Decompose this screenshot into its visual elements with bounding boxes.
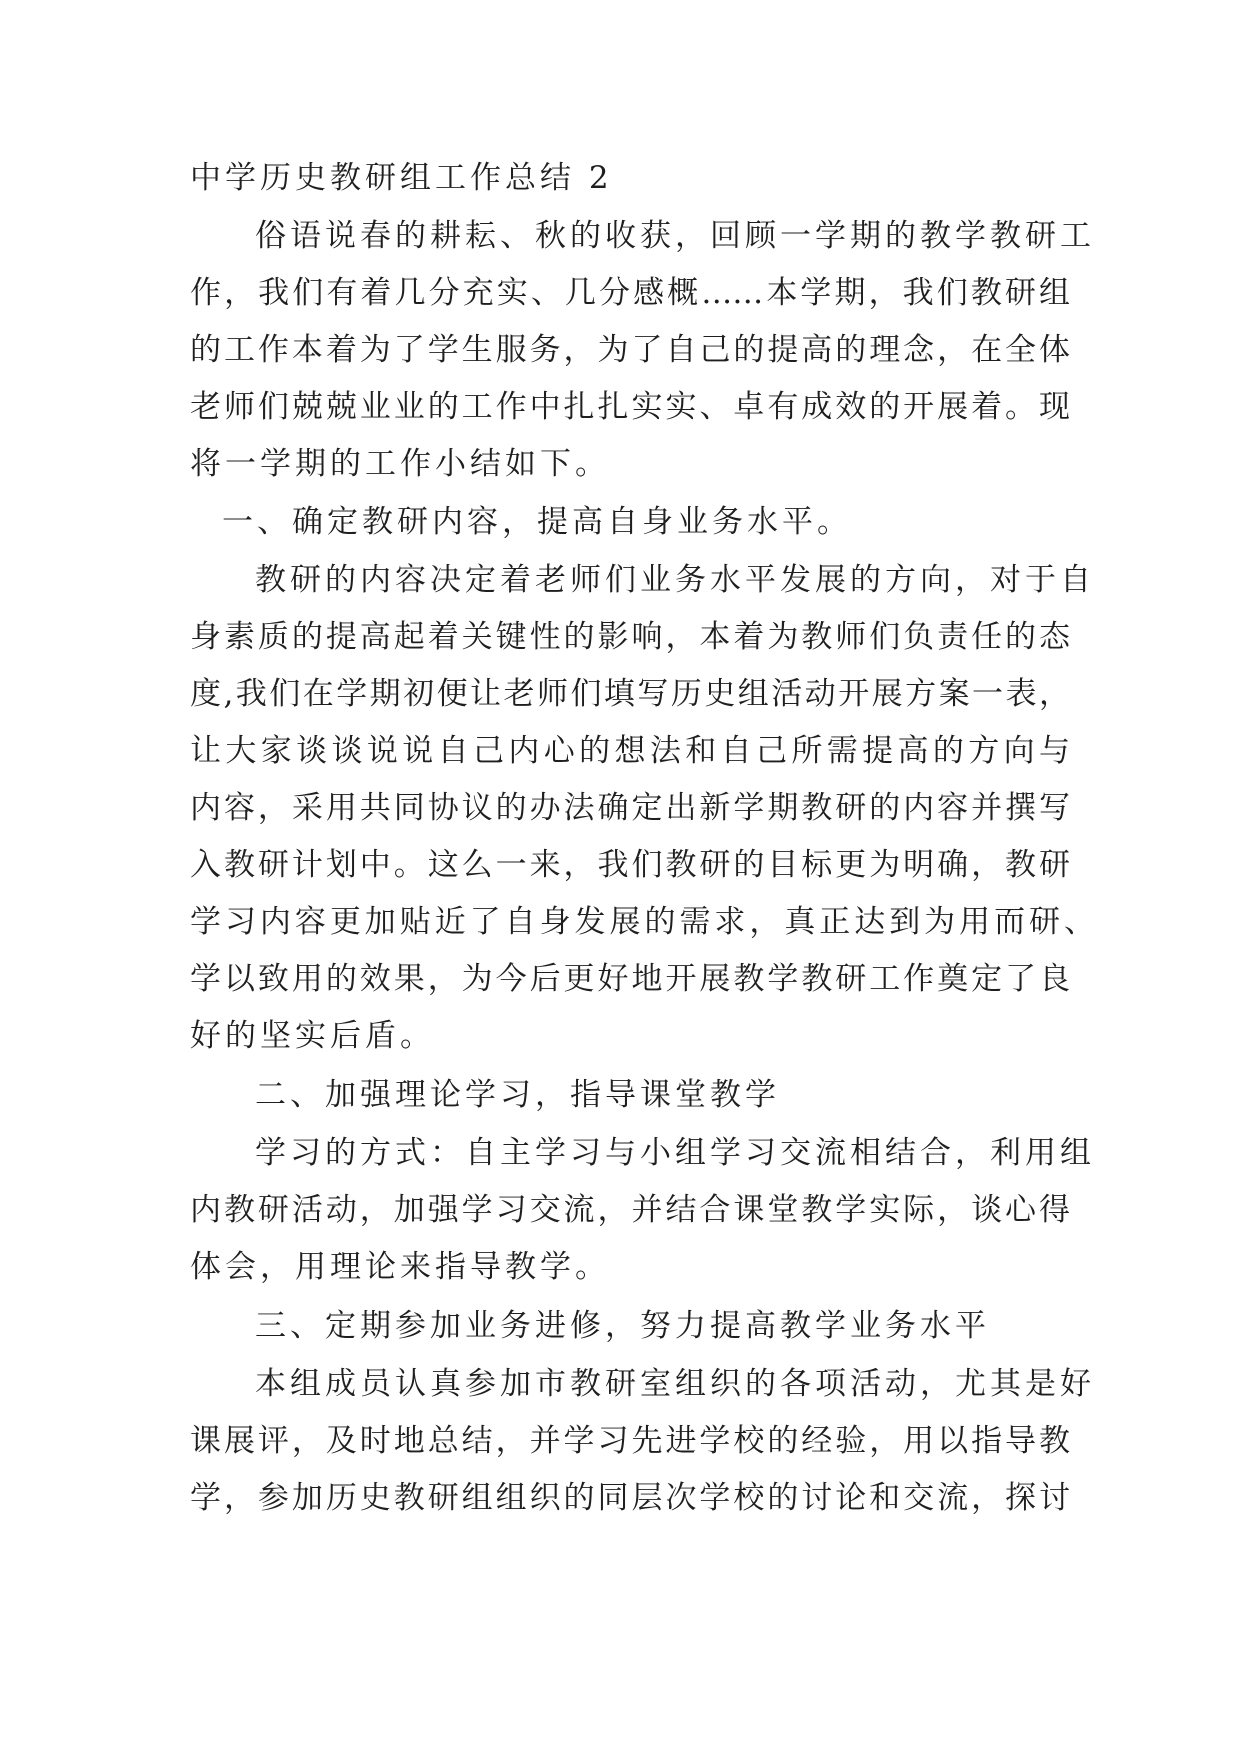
paragraph-line: 学习内容更加贴近了自身发展的需求，真正达到为用而研、 bbox=[190, 904, 1095, 940]
paragraph-line: 作，我们有着几分充实、几分感概……本学期，我们教研组 bbox=[190, 275, 1070, 311]
paragraph-line: 学习的方式：自主学习与小组学习交流相结合，利用组 bbox=[255, 1135, 1095, 1171]
paragraph-line: 内容，采用共同协议的办法确定出新学期教研的内容并撰写 bbox=[190, 790, 1070, 826]
paragraph-line: 教研的内容决定着老师们业务水平发展的方向，对于自 bbox=[255, 562, 1095, 598]
paragraph-line: 好的坚实后盾。 bbox=[190, 1018, 435, 1054]
paragraph-line: 体会，用理论来指导教学。 bbox=[190, 1249, 610, 1285]
paragraph-line: 课展评，及时地总结，并学习先进学校的经验，用以指导教 bbox=[190, 1423, 1070, 1459]
paragraph-line: 将一学期的工作小结如下。 bbox=[190, 446, 610, 482]
section-heading: 三、定期参加业务进修，努力提高教学业务水平 bbox=[255, 1308, 990, 1344]
paragraph-line: 内教研活动，加强学习交流，并结合课堂教学实际，谈心得 bbox=[190, 1192, 1070, 1228]
paragraph-line: 度,我们在学期初便让老师们填写历史组活动开展方案一表， bbox=[190, 676, 1070, 712]
paragraph-line: 学以致用的效果，为今后更好地开展教学教研工作奠定了良 bbox=[190, 961, 1070, 997]
paragraph-line: 的工作本着为了学生服务，为了自己的提高的理念，在全体 bbox=[190, 332, 1070, 368]
section-heading: 二、加强理论学习，指导课堂教学 bbox=[255, 1077, 780, 1113]
paragraph-line: 本组成员认真参加市教研室组织的各项活动，尤其是好 bbox=[255, 1366, 1095, 1402]
paragraph-line: 俗语说春的耕耘、秋的收获，回顾一学期的教学教研工 bbox=[255, 218, 1095, 254]
paragraph-line: 身素质的提高起着关键性的影响，本着为教师们负责任的态 bbox=[190, 619, 1070, 655]
section-heading: 一、确定教研内容，提高自身业务水平。 bbox=[222, 504, 852, 540]
paragraph-line: 入教研计划中。这么一来，我们教研的目标更为明确，教研 bbox=[190, 847, 1070, 883]
document-title: 中学历史教研组工作总结 2 bbox=[190, 160, 613, 196]
paragraph-line: 老师们兢兢业业的工作中扎扎实实、卓有成效的开展着。现 bbox=[190, 389, 1070, 425]
paragraph-line: 学，参加历史教研组组织的同层次学校的讨论和交流，探讨 bbox=[190, 1480, 1070, 1516]
paragraph-line: 让大家谈谈说说自己内心的想法和自己所需提高的方向与 bbox=[190, 733, 1070, 769]
